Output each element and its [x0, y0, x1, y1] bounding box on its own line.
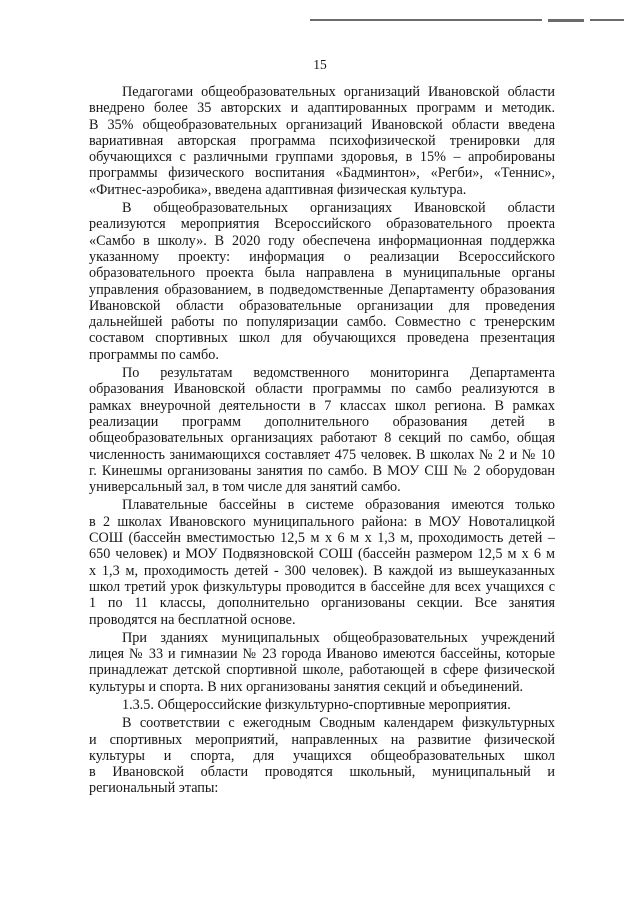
- text-line: СОШ (бассейн вместимостью 12,5 м х 6 м х 1,3 м, проходимость детей –: [89, 530, 555, 547]
- text-line: В соответствии с ежегодным Сводным календарем физкультурных: [122, 715, 555, 732]
- text-line: вариативная авторская программа психофизической тренировки для: [89, 132, 555, 149]
- text-line: образования Ивановской области программы по самбо реализуются в: [89, 381, 555, 398]
- text-line: При зданиях муниципальных общеобразовательных учреждений: [122, 629, 555, 646]
- text-line: универсальный зал, в том числе для занятий самбо.: [89, 479, 401, 496]
- text-line: Плавательные бассейны в системе образования имеются только: [122, 497, 555, 514]
- text-line: реализуются мероприятия Всероссийского образовательного проекта: [89, 216, 555, 233]
- text-line: По результатам ведомственного мониторинга Департамента: [122, 365, 555, 382]
- scan-artifact: [548, 19, 584, 22]
- text-line: в Ивановской области проводятся школьный, муниципальный и: [89, 764, 555, 781]
- text-line: региональный этапы:: [89, 780, 219, 797]
- text-line: указанному проекту: информация о реализации Всероссийского: [89, 248, 555, 265]
- paragraph: [89, 715, 555, 796]
- paragraph: [89, 497, 555, 627]
- text-line: «Фитнес-аэробика», введена адаптивная физическая культура.: [89, 181, 467, 198]
- scan-artifact: [310, 19, 542, 21]
- text-line: г. Кинешмы организованы занятия по самбо. В МОУ СШ № 2 оборудован: [89, 462, 555, 479]
- paragraph: [89, 365, 555, 495]
- text-line: в 2 школах Ивановского муниципального района: в МОУ Новоталицкой: [89, 513, 555, 530]
- text-line: 650 человек) и МОУ Подвязновской СОШ (бассейн размером 12,5 м х 6 м: [89, 546, 555, 563]
- text-line: дальнейшей работы по популяризации самбо. Совместно с тренерским: [89, 314, 555, 331]
- text-line: 1.3.5. Общероссийские физкультурно-спортивные мероприятия.: [122, 696, 511, 713]
- paragraph: [89, 200, 555, 363]
- paragraph: [89, 697, 555, 713]
- text-line: В общеобразовательных организациях Ивановской области: [122, 200, 555, 217]
- text-line: х 1,3 м, проходимость детей - 300 человек). В каждой из вышеуказанных: [89, 562, 555, 579]
- scan-artifact: [590, 19, 624, 21]
- text-line: Педагогами общеобразовательных организаций Ивановской области: [122, 84, 555, 100]
- text-line: обучающихся с различными группами здоровья, в 15% – апробированы: [89, 149, 555, 166]
- text-line: Ивановской области образовательные организации для проведения: [89, 297, 555, 314]
- text-line: численность занимающихся составляет 475 человек. В школах № 2 и № 10: [89, 446, 555, 463]
- text-line: внедрено более 35 авторских и адаптированных программ и методик.: [89, 100, 555, 117]
- text-line: В 35% общеобразовательных организаций Ивановской области введена: [89, 116, 555, 133]
- text-line: культуры и спорта. В них организованы занятия секций и объединений.: [89, 678, 524, 695]
- document-body: [89, 84, 555, 799]
- text-line: общеобразовательных организациях работают 8 секций по самбо, общая: [89, 430, 555, 447]
- paragraph: [89, 84, 555, 198]
- page-number: 15: [313, 57, 327, 72]
- text-line: школ третий урок физкультуры проводится в бассейне для всех учащихся с: [89, 578, 555, 595]
- text-line: 1 по 11 классы, дополнительно организованы секции. Все занятия: [89, 595, 555, 612]
- text-line: рамках внеурочной деятельности в 7 классах школ региона. В рамках: [89, 397, 555, 414]
- text-line: образовательного проекта была направлена в муниципальные органы: [89, 265, 555, 282]
- text-line: и спортивных мероприятий, направленных на развитие физической: [89, 731, 555, 748]
- text-line: составом спортивных школ для обучающихся проведена презентация: [89, 330, 555, 347]
- text-line: лицея № 33 и гимназии № 23 города Иваново имеются бассейны, которые: [89, 646, 555, 663]
- text-line: программы по самбо.: [89, 346, 219, 363]
- text-line: реализации программ дополнительного образования детей в: [89, 413, 555, 430]
- text-line: «Самбо в школу». В 2020 году обеспечена информационная поддержка: [89, 232, 555, 249]
- text-line: культуры и спорта, для учащихся общеобразовательных школ: [89, 747, 555, 764]
- text-line: принадлежат детской спортивной школе, работающей в сфере физической: [89, 662, 555, 679]
- text-line: проводятся на бесплатной основе.: [89, 611, 296, 628]
- paragraph: [89, 630, 555, 695]
- text-line: программы физического воспитания «Бадминтон», «Регби», «Теннис»,: [89, 165, 555, 182]
- text-line: управления образованием, в подведомственные Департаменту образования: [89, 281, 555, 298]
